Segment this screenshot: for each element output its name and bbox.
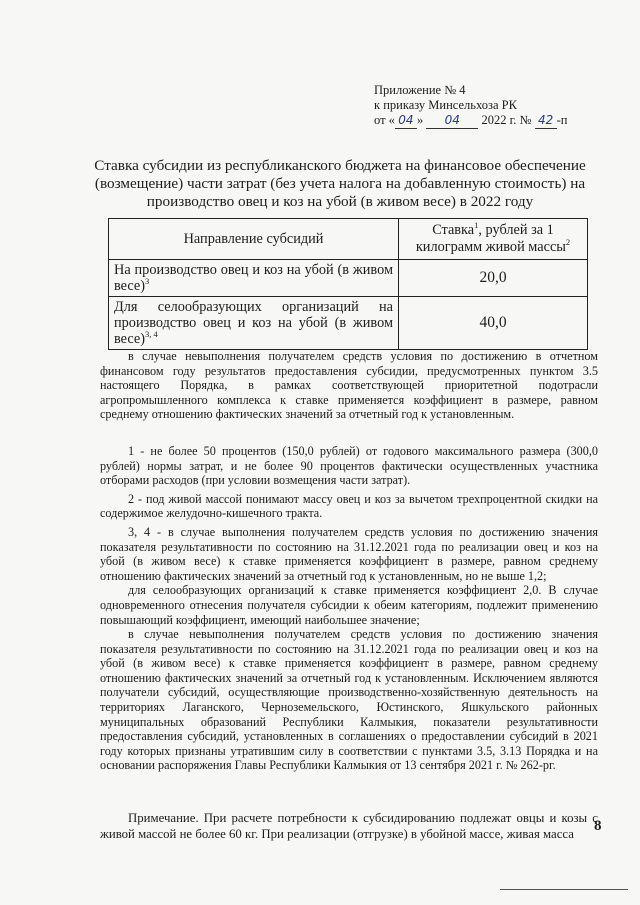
footnote-3-4: 3, 4 - в случае выполнения получателем средств условия по достижению значения показателя результативности по состоянию на 31.12.2021 года по реализации овец и коз на убой (в живом весе) к ставке применяется коэффициент в размере, равном среднему отношению фактических значений за отчетный год к установленным, но не выше 1,2; [100,524,598,583]
subsidy-table [108,218,588,350]
row-direction: На производство овец и коз на убой (в живом весе)$^3$ [109,260,399,297]
note-paragraph: Примечание. При расчете потребности к субсидированию подлежат овцы и козы с живой массой не более 60 кг. При реализации (отгрузке) в убойной массе, живая масса [100,811,598,841]
attachment-title: Приложение № 4 [374,83,466,97]
handwritten-month: 04 [426,113,478,129]
table-row [109,260,588,297]
handwritten-number: 42 [535,113,557,129]
footer-divider [500,889,628,890]
paragraph: для селообразующих организаций к ставке применяется коэффициент 2,0. В случае одновременного отнесения получателя субсидии к обеим категориям, подлежит применению повышающий коэффициент, имеющий наибольшее значение; [100,583,598,627]
table-row [109,297,588,350]
document-title: Ставка субсидии из республиканского бюджета на финансовое обеспечение (возмещение) части затрат (без учета налога на добавленную стоимость) на производство овец и коз на убой (в живом весе) в 2022 году [94,157,586,210]
document-body [100,349,598,842]
page-number: 8 [594,818,602,834]
header-direction: Направление субсидий [109,219,399,260]
table-header-row [109,219,588,260]
footnote-1: 1 - не более 50 процентов (150,0 рублей) от годового максимального размера (300,0 рублей) нормы затрат, и не более 90 процентов фактически осуществленных участника отборами расходов (при условии возмещения части затрат). [100,443,598,488]
year-text: 2022 г. № [481,113,532,127]
paragraph: в случае невыполнения получателем средств условия по достижению значения показателя результативности по состоянию на 31.12.2021 года по реализации овец и коз на убой (в живом весе) к ставке применяется коэффициент в размере, равном среднему отношению фактических значений за отчетный год к установленным. Исключением являются получатели субсидий, осуществляющие производственно-хозяйственную деятельность на территориях Лаганского, Черноземельского, Юстинского, Яшкульского районных муниципальных образований Республики Калмыкия, показатели результативности предоставления субсидий, установленных в соглашениях о предоставлении субсидий в 2021 году которых признаны утратившим силу в соответствии с пунктами 3.5, 3.13 Порядка и на основании распоряжения Главы Республики Калмыкия от 13 сентября 2021 г. № 262-рг. [100,627,598,773]
row-rate: 40,0 [399,297,588,350]
handwritten-day: 04 [395,113,417,129]
footnote-2: 2 - под живой массой понимают массу овец и коз за вычетом трехпроцентной скидки на содержимое желудочно-кишечного тракта. [100,491,598,521]
row-rate: 20,0 [399,260,588,297]
attachment-date-line: от « 04 » 04 2022 г. № 42 -п [374,113,568,127]
attachment-order: к приказу Минсельхоза РК [374,98,517,112]
header-rate: Ставка$^1$, рублей за 1 килограмм живой массы$^2$ [399,219,588,260]
attachment-header [374,83,567,129]
paragraph: в случае невыполнения получателем средств условия по достижению в отчетном финансовом году результатов предоставления субсидии, предусмотренных пунктом 3.5 настоящего Порядка, в рамках соответствующей приоритетной подотрасли агропромышленного комплекса к ставке применяется коэффициент в размере, равном среднему отношению фактических значений за отчетный год к установленным. [100,349,598,422]
row-direction: Для селообразующих организаций на производство овец и коз на убой (в живом весе)$^{3, 4}$ [109,297,399,350]
